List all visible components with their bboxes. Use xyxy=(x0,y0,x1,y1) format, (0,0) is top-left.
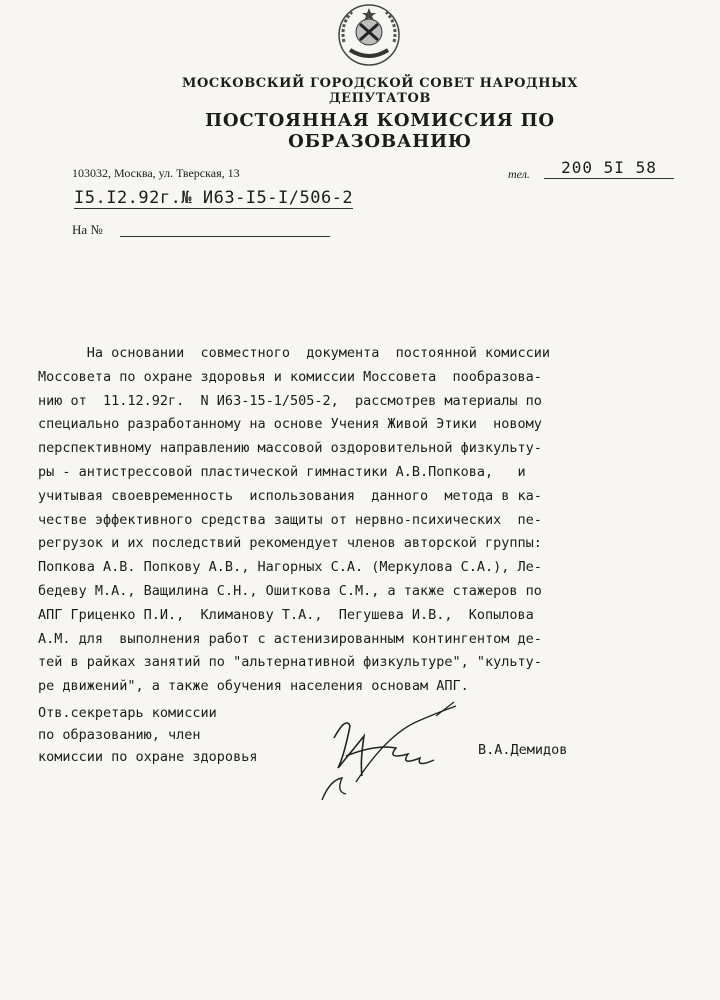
body-line: перспективному направлению массовой оздоровительной физкульту- xyxy=(38,440,542,457)
signatory-title xyxy=(38,702,257,768)
body-line: Моссовета по охране здоровья и комиссии Моссовета пообразова- xyxy=(38,368,542,385)
reference-line xyxy=(74,188,353,209)
council-name: МОСКОВСКИЙ ГОРОДСКОЙ СОВЕТ НАРОДНЫХ ДЕПУТАТОВ xyxy=(181,76,578,106)
body-line: бедеву М.А., Ващилина С.Н., Ошиткова С.М., а также стажеров по xyxy=(38,582,542,599)
signer-name: В.А.Демидов xyxy=(478,742,568,758)
body-line: честве эффективного средства защиты от нервно-психических пе- xyxy=(38,511,542,528)
state-emblem-icon xyxy=(336,2,402,68)
body-line: АПГ Гриценко П.И., Климанову Т.А., Пегушева И.В., Копылова xyxy=(38,606,534,623)
body-line: ре движений", а также обучения населения основам АПГ. xyxy=(38,678,469,695)
reply-label: На № xyxy=(72,222,103,237)
signatory-line: комиссии по охране здоровья xyxy=(38,749,258,765)
body-line: ры - антистрессовой пластической гимнастики А.В.Попкова, и xyxy=(38,463,526,480)
letter-number xyxy=(181,188,353,209)
number-prefix: № xyxy=(181,188,193,208)
body-line: На основании совместного документа постоянной комиссии xyxy=(38,345,551,361)
body-line: регрузок и их последствий рекомендует членов авторской группы: xyxy=(38,535,542,552)
address: 103032, Москва, ул. Тверская, 13 xyxy=(72,166,240,180)
phone-number: 200 5I 58 xyxy=(544,158,674,179)
body-line: А.М. для выполнения работ с астенизированным контингентом де- xyxy=(38,630,542,647)
body-line: нию от 11.12.92г. N И63-15-1/505-2, рассмотрев материалы по xyxy=(38,392,542,409)
letter-date: I5.I2.92г. xyxy=(74,188,182,208)
signatory-line: по образованию, член xyxy=(38,727,201,743)
reply-blank-line xyxy=(120,236,330,237)
letter-body xyxy=(38,342,708,699)
phone-label: тел. xyxy=(508,167,530,181)
body-line: Попкова А.В. Попкову А.В., Нагорных С.А. (Меркулова С.А.), Ле- xyxy=(38,559,542,576)
body-line: учитывая своевременность использования данного метода в ка- xyxy=(38,487,542,504)
number-value: И63-I5-I/506-2 xyxy=(202,188,354,208)
commission-name: ПОСТОЯННАЯ КОМИССИЯ ПО ОБРАЗОВАНИЮ xyxy=(205,110,555,152)
handwritten-signature xyxy=(316,696,466,806)
body-line: специально разработанному на основе Учения Живой Этики новому xyxy=(38,416,542,433)
signatory-line: Отв.секретарь комиссии xyxy=(38,705,217,721)
body-line: тей в райках занятий по "альтернативной физкультуре", "культу- xyxy=(38,654,542,671)
